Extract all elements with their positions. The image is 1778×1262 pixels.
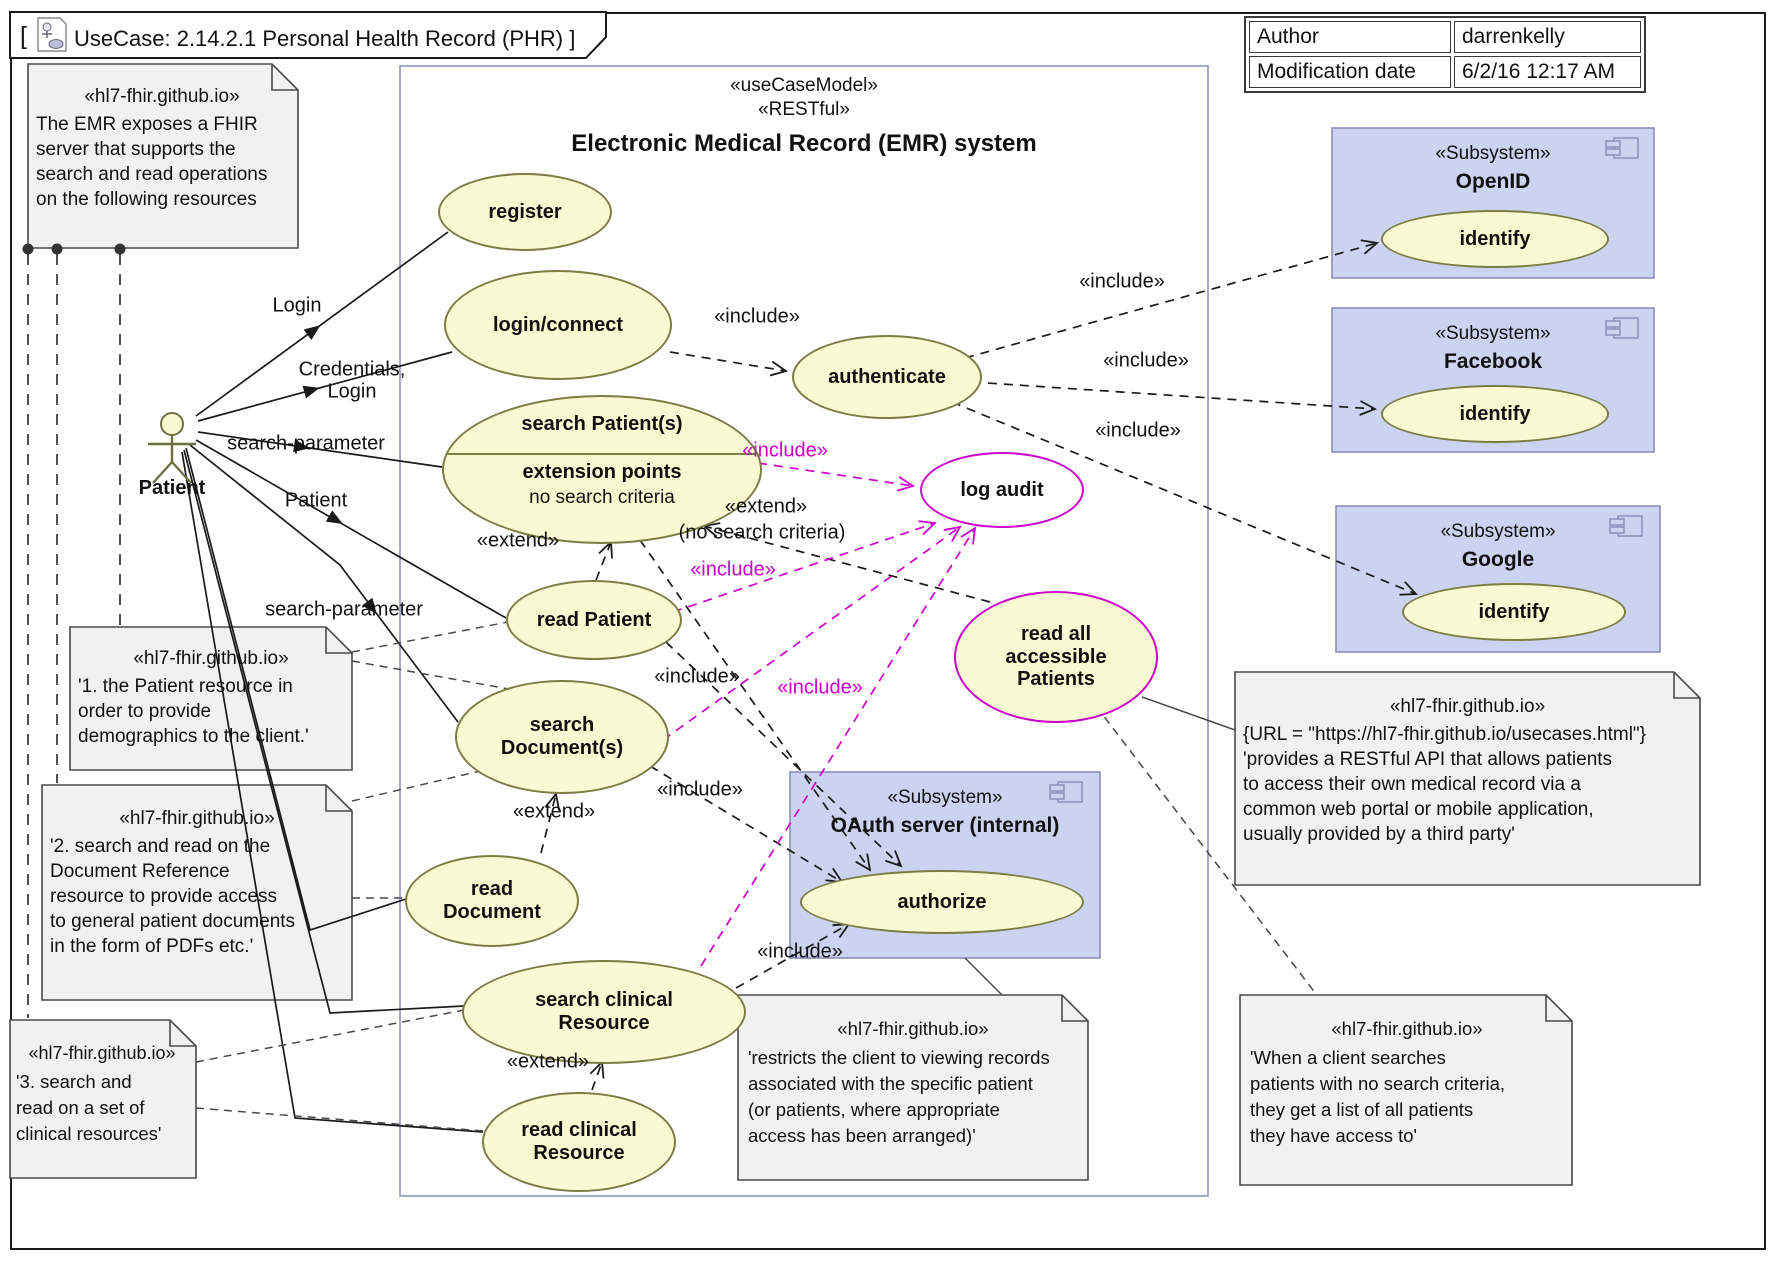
property-label: Author xyxy=(1249,21,1451,53)
extend-label: «extend» xyxy=(724,495,808,518)
usecase-authorize[interactable] xyxy=(800,870,1084,934)
usecase-authorize-label: authorize xyxy=(897,890,987,913)
subsystem-stereotype: «Subsystem» xyxy=(1440,521,1556,542)
usecase-read-document-line1: read xyxy=(470,878,514,901)
include-label: «include» xyxy=(714,305,800,328)
extension-point-no-search-criteria: no search criteria xyxy=(529,487,675,508)
include-label: «include» xyxy=(1079,270,1165,293)
usecase-read-clinical-line1: read clinical xyxy=(521,1119,637,1142)
note-line: 'restricts the client to viewing records xyxy=(748,1047,1050,1068)
usecase-register[interactable] xyxy=(438,173,612,251)
usecase-login-connect[interactable] xyxy=(444,270,672,380)
note-stereotype: «hl7-fhir.github.io» xyxy=(133,648,289,669)
note-line: 'provides a RESTful API that allows patients xyxy=(1243,749,1613,770)
extension-points-separator xyxy=(444,453,760,455)
usecase-search-documents[interactable] xyxy=(455,680,669,794)
extend-condition-label: (no search criteria) xyxy=(678,521,846,544)
extend-label: «extend» xyxy=(512,800,596,823)
usecase-identify-facebook[interactable] xyxy=(1381,385,1609,443)
note-line: to general patient documents xyxy=(50,911,296,932)
note-stereotype: «hl7-fhir.github.io» xyxy=(1331,1018,1483,1039)
note-stereotype: «hl7-fhir.github.io» xyxy=(119,808,275,829)
note-stereotype: «hl7-fhir.github.io» xyxy=(1389,696,1546,717)
property-value: 6/2/16 12:17 AM xyxy=(1454,56,1641,88)
usecase-identify-google[interactable] xyxy=(1402,583,1626,641)
usecase-identify-openid-label: identify xyxy=(1459,227,1531,250)
usecase-search-clinical-resource[interactable] xyxy=(462,960,746,1064)
note-restricts-client[interactable] xyxy=(748,1016,1078,1149)
note-line: clinical resources' xyxy=(16,1123,162,1144)
note-line: on the following resources xyxy=(36,189,257,210)
note-line: usually provided by a third party' xyxy=(1243,824,1515,845)
include-label: «include» xyxy=(757,940,843,963)
diagram-title-text: UseCase: 2.14.2.1 Personal Health Record (PHR) xyxy=(74,26,564,51)
note-stereotype: «hl7-fhir.github.io» xyxy=(28,1043,176,1063)
diagram-title xyxy=(74,26,575,52)
subsystem-facebook[interactable] xyxy=(1332,322,1654,374)
extend-label: «extend» xyxy=(506,1050,590,1073)
assoc-label-patient: Patient xyxy=(284,489,348,512)
emr-system-header xyxy=(400,74,1208,158)
note-clinical-resources[interactable] xyxy=(16,1040,188,1147)
note-line: order to provide xyxy=(78,701,212,722)
assoc-label-search-parameter-2: search-parameter xyxy=(265,598,423,621)
note-line: read on a set of xyxy=(16,1097,145,1118)
usecase-search-clinical-line2: Resource xyxy=(558,1012,650,1034)
include-label: «include» xyxy=(1103,349,1189,372)
subsystem-facebook-name: Facebook xyxy=(1443,350,1543,373)
usecase-read-all-line2: accessible xyxy=(1005,645,1107,668)
usecase-search-clinical-line1: search clinical xyxy=(535,989,673,1012)
note-line: (or patients, where appropriate xyxy=(748,1099,1000,1120)
subsystem-openid-name: OpenID xyxy=(1455,170,1531,193)
usecase-read-clinical-resource[interactable] xyxy=(482,1092,676,1192)
extension-points-label: extension points xyxy=(522,461,682,483)
note-line: they get a list of all patients xyxy=(1250,1099,1474,1120)
usecase-log-audit[interactable] xyxy=(920,452,1084,528)
note-line: resource to provide access xyxy=(50,886,278,907)
note-line: 'When a client searches xyxy=(1250,1047,1446,1068)
property-value: darrenkelly xyxy=(1454,21,1641,53)
subsystem-oauth-name: OAuth server (internal) xyxy=(830,814,1060,837)
usecase-read-document[interactable] xyxy=(405,855,579,947)
note-line: server that supports the xyxy=(36,139,236,160)
note-line: '3. search and xyxy=(16,1071,132,1092)
subsystem-openid[interactable] xyxy=(1332,142,1654,194)
property-label: Modification date xyxy=(1249,56,1451,88)
usecase-log-audit-label: log audit xyxy=(960,478,1044,501)
usecase-read-all-line1: read all xyxy=(1020,622,1092,645)
emr-system-name: Electronic Medical Record (EMR) system xyxy=(571,130,1037,157)
usecase-login-connect-label: login/connect xyxy=(493,313,623,336)
note-line: The EMR exposes a FHIR xyxy=(36,114,258,135)
subsystem-stereotype: «Subsystem» xyxy=(887,787,1003,808)
usecase-read-patient[interactable] xyxy=(506,580,682,660)
note-restful-api[interactable] xyxy=(1243,694,1692,847)
include-label: «include» xyxy=(654,665,740,688)
note-line: '2. search and read on the xyxy=(50,836,271,857)
usecase-search-documents-line2: Document(s) xyxy=(500,737,624,759)
subsystem-oauth[interactable] xyxy=(790,786,1100,838)
assoc-label-login: Login xyxy=(272,294,322,317)
emr-stereotype-usecasemodel: «useCaseModel» xyxy=(730,75,878,96)
note-url-line: {URL = "https://hl7-fhir.github.io/usecases.html"} xyxy=(1243,724,1647,745)
subsystem-stereotype: «Subsystem» xyxy=(1435,323,1551,344)
note-line: access has been arranged)' xyxy=(748,1125,976,1146)
emr-stereotype-restful: «RESTful» xyxy=(758,99,850,120)
usecase-read-clinical-line2: Resource xyxy=(533,1142,625,1164)
note-line: common web portal or mobile application, xyxy=(1243,799,1594,820)
assoc-label-credentials-login: Login xyxy=(327,380,377,403)
title-bracket-open: [ xyxy=(20,22,27,50)
include-label: «include» xyxy=(657,778,743,801)
actor-figure[interactable] xyxy=(148,413,196,483)
usecase-search-documents-line1: search xyxy=(529,714,595,737)
usecase-authenticate[interactable] xyxy=(792,335,982,419)
note-line: search and read operations xyxy=(36,164,268,185)
note-line: '1. the Patient resource in xyxy=(78,676,293,697)
note-line: they have access to' xyxy=(1250,1125,1418,1146)
subsystem-google-name: Google xyxy=(1461,548,1535,571)
assoc-label-search-parameter-1: search-parameter xyxy=(227,432,385,455)
note-document-reference[interactable] xyxy=(50,806,344,959)
usecase-identify-google-label: identify xyxy=(1478,600,1550,623)
note-overview[interactable] xyxy=(36,84,288,212)
include-label-magenta: «include» xyxy=(777,676,863,699)
assoc-label-credentials: Credentials, xyxy=(298,358,406,381)
usecase-read-all-line3: Patients xyxy=(1017,668,1095,691)
note-line: patients with no search criteria, xyxy=(1250,1073,1506,1094)
note-line: demographics to the client.' xyxy=(78,726,309,747)
usecase-identify-facebook-label: identify xyxy=(1459,402,1531,425)
actor-patient-label: Patient xyxy=(138,477,206,499)
note-patient-resource[interactable] xyxy=(78,646,344,749)
usecase-authenticate-label: authenticate xyxy=(828,365,946,388)
note-stereotype: «hl7-fhir.github.io» xyxy=(84,86,240,107)
usecase-identify-openid[interactable] xyxy=(1381,210,1609,268)
subsystem-google[interactable] xyxy=(1336,520,1660,572)
note-line: to access their own medical record via a xyxy=(1243,774,1581,795)
diagram-properties-table xyxy=(1244,16,1646,93)
note-line: Document Reference xyxy=(50,861,230,882)
usecase-register-label: register xyxy=(488,200,562,223)
usecase-search-patients-label: search Patient(s) xyxy=(521,413,683,435)
subsystem-stereotype: «Subsystem» xyxy=(1435,143,1551,164)
title-bracket-close: ] xyxy=(569,26,576,51)
usecase-read-all-accessible-patients[interactable] xyxy=(954,591,1158,723)
usecase-diagram-icon xyxy=(38,18,66,51)
include-label: «include» xyxy=(1095,419,1181,442)
note-stereotype: «hl7-fhir.github.io» xyxy=(837,1018,989,1039)
extend-label: «extend» xyxy=(476,529,560,552)
note-line: in the form of PDFs etc.' xyxy=(50,936,254,957)
include-label-magenta: «include» xyxy=(690,558,776,581)
usecase-read-document-line2: Document xyxy=(443,901,541,923)
note-no-search-criteria[interactable] xyxy=(1250,1016,1564,1149)
usecase-read-patient-label: read Patient xyxy=(536,608,652,631)
note-line: associated with the specific patient xyxy=(748,1073,1033,1094)
include-label-magenta: «include» xyxy=(742,439,828,462)
